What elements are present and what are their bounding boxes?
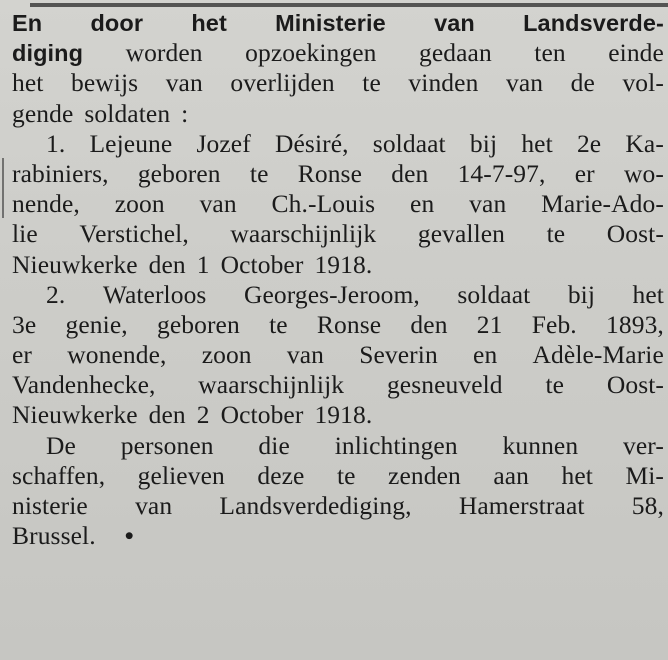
word: Ka- [625,128,664,158]
word: 1893, [606,309,664,339]
text-line [12,68,664,98]
word: 1 [196,249,210,279]
word: Hamerstraat [458,491,585,520]
word: gesneuveld [386,370,503,400]
word: personen [120,430,214,460]
word: lie [12,219,38,249]
word: worden [125,38,203,68]
word: den [410,309,448,339]
word: den [148,249,186,279]
word: het [12,68,44,98]
word: genie, [65,309,128,339]
text-line [12,461,664,491]
left-margin-rule [2,158,4,218]
word: door [90,10,144,36]
text-line [12,219,664,249]
word: Adèle-Marie [532,340,664,370]
word: Waterloos [102,279,207,309]
word: En [12,10,43,36]
word: 21 [476,309,503,339]
word: Jozef [196,128,251,158]
text-line [12,310,664,340]
text-line [12,38,664,68]
word: kunnen [502,430,579,460]
word: waarschijnlijk [230,219,377,249]
word: 58, [631,491,664,520]
word: er [574,158,595,188]
word: Désiré, [274,128,349,158]
word: Verstichel, [79,219,189,249]
word: van [199,189,237,219]
word: den [391,158,429,188]
word: Landsverdediging, [219,491,412,520]
word: Mi- [625,460,664,490]
text-line [12,370,664,400]
word: gedaan [419,38,492,68]
word: nisterie [12,491,88,520]
word: Marie-Ado- [541,189,664,219]
word: van [434,10,475,36]
word: er [12,340,33,370]
word: het [191,10,227,36]
word: 2 [196,400,210,430]
word: te [336,460,356,490]
word: gevallen [417,219,506,249]
word: wo- [623,158,664,188]
word: Severin [359,340,438,370]
word: 1918. [314,400,373,430]
word: Oost- [606,219,664,249]
word: en [473,340,498,370]
word: Georges-Jeroom, [243,279,420,309]
word: vol- [622,68,664,98]
word: Oost- [606,370,664,400]
word: wonende, [67,340,167,370]
text-line [12,250,664,280]
word: einde [608,38,664,68]
word: rabiniers, [12,158,109,188]
word: Ministerie [275,10,386,36]
text-line [12,400,664,430]
word: van [505,68,544,98]
word: zenden [388,460,461,490]
word: het [632,279,664,309]
word: 2e [576,128,602,158]
word: soldaat [372,128,446,158]
top-column-rule [30,3,668,7]
word: gelieven [137,460,225,490]
word: bewijs [70,68,139,98]
word: zoon [114,189,165,219]
word: 14-7-97, [457,158,546,188]
word: het [561,460,593,490]
text-line [12,340,664,370]
word: October [220,249,304,279]
word: die [258,430,290,460]
word: Nieuwkerke [12,249,138,279]
word: geboren [156,309,240,339]
word: 3e [12,309,37,339]
word: soldaat [457,279,531,309]
word: bij [469,128,498,158]
word: aan [493,460,530,490]
word: gende [12,98,74,128]
text-line [12,159,664,189]
word: Ch.-Louis [271,189,376,219]
text-line [12,129,664,159]
text-line [12,8,664,38]
word: Ronse [316,309,382,339]
word: van [286,340,324,370]
word: soldaten [84,98,171,128]
word: October [220,400,304,430]
word: te [546,219,566,249]
word: : [181,98,189,128]
text-line [12,431,664,461]
text-line [12,491,664,521]
word: den [148,400,186,430]
word: Brussel. [12,521,96,551]
word: geboren [137,158,221,188]
word: te [545,370,565,400]
word: van [135,491,173,520]
word: vinden [408,68,479,98]
word: ver- [623,430,664,460]
text-line [12,99,664,129]
word: schaffen, [12,460,106,490]
word: de [570,68,595,98]
article-text [12,8,664,551]
word: Landsverde- [523,10,664,36]
word: inlichtingen [334,430,458,460]
word: te [269,309,288,339]
word: De [46,430,76,460]
word: Ronse [297,158,362,188]
word: 2. [46,279,66,309]
word: waarschijnlijk [198,370,345,400]
word: van [469,189,507,219]
word: Feb. [531,309,577,339]
word: Lejeune [89,128,173,158]
word: 1918. [314,249,373,279]
word: ten [534,38,566,68]
word: van [165,68,203,98]
word: Vandenhecke, [12,370,156,400]
word: te [362,68,381,98]
word: overlijden [230,68,335,98]
word: te [249,158,269,188]
text-line [12,521,664,551]
trailing-mark: • [124,521,134,551]
word: diging [12,40,84,67]
text-line [12,189,664,219]
word: opzoekingen [245,38,377,68]
word: bij [567,279,596,309]
word: deze [257,460,305,490]
word: 1. [46,128,66,158]
word: het [521,128,553,158]
text-line [12,280,664,310]
word: Nieuwkerke [12,400,138,430]
word: en [410,189,435,219]
word: zoon [201,340,252,370]
word: nende, [12,189,80,219]
